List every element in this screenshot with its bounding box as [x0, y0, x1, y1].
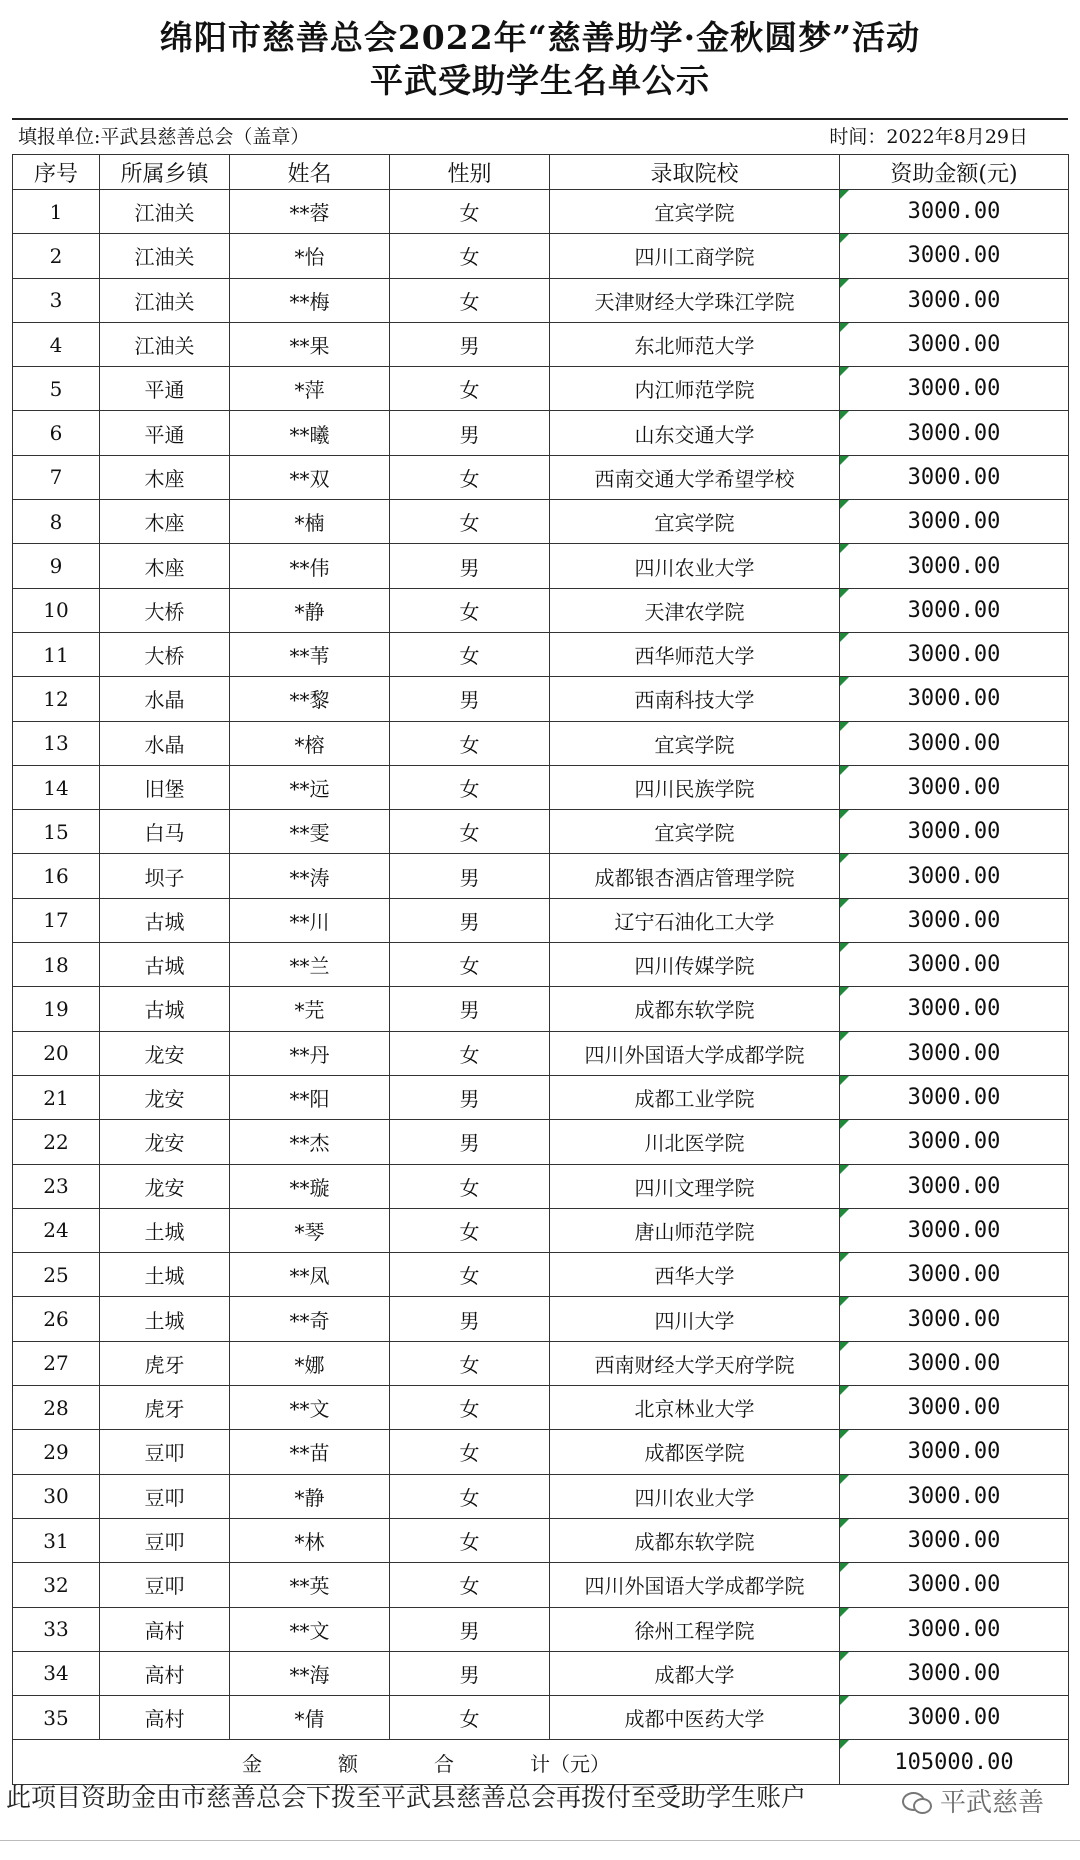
cell-town: 大桥	[100, 632, 230, 676]
cell-name: **文	[230, 1386, 390, 1430]
cell-gender: 男	[390, 1075, 550, 1119]
table-row	[13, 677, 1069, 721]
cell-index: 15	[13, 810, 100, 854]
wechat-icon	[902, 1790, 932, 1812]
cell-town: 虎牙	[100, 1386, 230, 1430]
header-town: 所属乡镇	[100, 155, 230, 190]
cell-amount: 3000.00	[840, 1474, 1069, 1518]
cell-amount: 3000.00	[840, 322, 1069, 366]
cell-gender: 男	[390, 987, 550, 1031]
cell-gender: 女	[390, 1386, 550, 1430]
table-row	[13, 1075, 1069, 1119]
cell-town: 古城	[100, 943, 230, 987]
total-label-part: 计（元）	[530, 1751, 610, 1776]
cell-town: 木座	[100, 455, 230, 499]
cell-gender: 女	[390, 500, 550, 544]
cell-town: 豆叩	[100, 1430, 230, 1474]
cell-amount: 3000.00	[840, 1120, 1069, 1164]
cell-index: 31	[13, 1518, 100, 1562]
cell-school: 内江师范学院	[550, 367, 840, 411]
cell-index: 24	[13, 1208, 100, 1252]
cell-index: 10	[13, 588, 100, 632]
table-row	[13, 898, 1069, 942]
cell-town: 江油关	[100, 322, 230, 366]
header-school: 录取院校	[550, 155, 840, 190]
meta-row	[12, 118, 1068, 156]
cell-town: 土城	[100, 1208, 230, 1252]
cell-gender: 女	[390, 1430, 550, 1474]
cell-index: 26	[13, 1297, 100, 1341]
cell-amount: 3000.00	[840, 1607, 1069, 1651]
cell-town: 豆叩	[100, 1474, 230, 1518]
footer-note: 此项目资助金由市慈善总会下拨至平武县慈善总会再拨付至受助学生账户	[6, 1783, 807, 1812]
cell-town: 古城	[100, 898, 230, 942]
cell-school: 天津农学院	[550, 588, 840, 632]
cell-town: 土城	[100, 1297, 230, 1341]
cell-school: 四川外国语大学成都学院	[550, 1031, 840, 1075]
total-amount: 105000.00	[840, 1740, 1069, 1784]
cell-gender: 女	[390, 1518, 550, 1562]
cell-index: 7	[13, 455, 100, 499]
cell-name: **丹	[230, 1031, 390, 1075]
table-row	[13, 1253, 1069, 1297]
total-label-part: 额	[338, 1751, 358, 1776]
cell-index: 29	[13, 1430, 100, 1474]
watermark-text: 平武慈善	[939, 1788, 1044, 1818]
cell-town: 龙安	[100, 1164, 230, 1208]
cell-amount: 3000.00	[840, 411, 1069, 455]
cell-gender: 女	[390, 1474, 550, 1518]
cell-town: 木座	[100, 500, 230, 544]
cell-school: 四川文理学院	[550, 1164, 840, 1208]
cell-name: **阳	[230, 1075, 390, 1119]
table-body	[13, 190, 1069, 1740]
total-label-part: 金	[242, 1751, 262, 1776]
cell-school: 四川农业大学	[550, 544, 840, 588]
cell-school: 成都中医药大学	[550, 1696, 840, 1740]
table-row	[13, 1386, 1069, 1430]
cell-name: **双	[230, 455, 390, 499]
cell-gender: 女	[390, 943, 550, 987]
cell-gender: 女	[390, 588, 550, 632]
cell-name: *榕	[230, 721, 390, 765]
cell-school: 徐州工程学院	[550, 1607, 840, 1651]
cell-index: 27	[13, 1341, 100, 1385]
cell-school: 西南交通大学希望学校	[550, 455, 840, 499]
table-row	[13, 1696, 1069, 1740]
student-table	[12, 154, 1069, 1785]
cell-name: **曦	[230, 411, 390, 455]
cell-name: **蓉	[230, 190, 390, 234]
cell-school: 四川工商学院	[550, 234, 840, 278]
cell-school: 西南财经大学天府学院	[550, 1341, 840, 1385]
cell-name: **涛	[230, 854, 390, 898]
cell-gender: 女	[390, 765, 550, 809]
cell-gender: 女	[390, 1341, 550, 1385]
cell-name: **奇	[230, 1297, 390, 1341]
cell-school: 四川农业大学	[550, 1474, 840, 1518]
cell-name: **苗	[230, 1430, 390, 1474]
cell-name: *娜	[230, 1341, 390, 1385]
cell-amount: 3000.00	[840, 1253, 1069, 1297]
cell-amount: 3000.00	[840, 898, 1069, 942]
table-row	[13, 987, 1069, 1031]
cell-index: 28	[13, 1386, 100, 1430]
cell-gender: 男	[390, 322, 550, 366]
cell-town: 大桥	[100, 588, 230, 632]
cell-school: 东北师范大学	[550, 322, 840, 366]
cell-school: 四川民族学院	[550, 765, 840, 809]
cell-town: 虎牙	[100, 1341, 230, 1385]
cell-school: 北京林业大学	[550, 1386, 840, 1430]
table-row	[13, 1474, 1069, 1518]
table-row	[13, 234, 1069, 278]
watermark	[902, 1782, 1044, 1819]
table-row	[13, 544, 1069, 588]
title-line-1: 绵阳市慈善总会2022年“慈善助学·金秋圆梦”活动	[159, 18, 921, 57]
cell-school: 成都医学院	[550, 1430, 840, 1474]
cell-name: *静	[230, 588, 390, 632]
cell-town: 龙安	[100, 1120, 230, 1164]
cell-index: 23	[13, 1164, 100, 1208]
cell-name: **璇	[230, 1164, 390, 1208]
table-row	[13, 1607, 1069, 1651]
table-row	[13, 1518, 1069, 1562]
cell-town: 高村	[100, 1651, 230, 1695]
cell-name: *楠	[230, 500, 390, 544]
cell-index: 11	[13, 632, 100, 676]
table-row	[13, 1297, 1069, 1341]
cell-amount: 3000.00	[840, 1164, 1069, 1208]
table-row	[13, 1208, 1069, 1252]
cell-name: **黎	[230, 677, 390, 721]
cell-amount: 3000.00	[840, 455, 1069, 499]
cell-school: 宜宾学院	[550, 721, 840, 765]
cell-gender: 女	[390, 810, 550, 854]
table-row	[13, 500, 1069, 544]
cell-school: 成都东软学院	[550, 987, 840, 1031]
cell-school: 辽宁石油化工大学	[550, 898, 840, 942]
cell-name: *林	[230, 1518, 390, 1562]
cell-amount: 3000.00	[840, 765, 1069, 809]
cell-index: 22	[13, 1120, 100, 1164]
cell-town: 龙安	[100, 1031, 230, 1075]
bottom-divider	[0, 1840, 1080, 1841]
table-row	[13, 810, 1069, 854]
cell-town: 平通	[100, 411, 230, 455]
cell-index: 30	[13, 1474, 100, 1518]
cell-index: 34	[13, 1651, 100, 1695]
cell-gender: 男	[390, 854, 550, 898]
table-row	[13, 943, 1069, 987]
cell-school: 四川传媒学院	[550, 943, 840, 987]
time-label: 时间：2022年8月29日	[829, 126, 1028, 148]
cell-gender: 女	[390, 190, 550, 234]
table-header-row	[13, 155, 1069, 190]
cell-town: 江油关	[100, 190, 230, 234]
table-row	[13, 367, 1069, 411]
cell-gender: 女	[390, 1253, 550, 1297]
cell-name: *琴	[230, 1208, 390, 1252]
cell-school: 川北医学院	[550, 1120, 840, 1164]
cell-index: 32	[13, 1563, 100, 1607]
cell-amount: 3000.00	[840, 677, 1069, 721]
cell-town: 土城	[100, 1253, 230, 1297]
header-gender: 性别	[390, 155, 550, 190]
cell-index: 3	[13, 278, 100, 322]
cell-town: 木座	[100, 544, 230, 588]
cell-name: **海	[230, 1651, 390, 1695]
total-label-part: 合	[434, 1751, 454, 1776]
cell-index: 35	[13, 1696, 100, 1740]
cell-amount: 3000.00	[840, 190, 1069, 234]
table-row	[13, 1120, 1069, 1164]
cell-town: 水晶	[100, 721, 230, 765]
cell-index: 1	[13, 190, 100, 234]
cell-gender: 男	[390, 1120, 550, 1164]
cell-amount: 3000.00	[840, 1075, 1069, 1119]
table-row	[13, 190, 1069, 234]
cell-name: *静	[230, 1474, 390, 1518]
cell-amount: 3000.00	[840, 1341, 1069, 1385]
cell-index: 12	[13, 677, 100, 721]
cell-gender: 女	[390, 1208, 550, 1252]
cell-amount: 3000.00	[840, 278, 1069, 322]
cell-name: **川	[230, 898, 390, 942]
cell-index: 6	[13, 411, 100, 455]
cell-amount: 3000.00	[840, 1651, 1069, 1695]
cell-amount: 3000.00	[840, 721, 1069, 765]
cell-town: 旧堡	[100, 765, 230, 809]
cell-school: 宜宾学院	[550, 190, 840, 234]
cell-amount: 3000.00	[840, 1563, 1069, 1607]
cell-index: 19	[13, 987, 100, 1031]
cell-name: *芫	[230, 987, 390, 1031]
cell-gender: 女	[390, 278, 550, 322]
table-row	[13, 455, 1069, 499]
cell-name: **果	[230, 322, 390, 366]
header-name: 姓名	[230, 155, 390, 190]
cell-town: 江油关	[100, 234, 230, 278]
cell-name: **兰	[230, 943, 390, 987]
cell-name: **远	[230, 765, 390, 809]
cell-gender: 女	[390, 1563, 550, 1607]
cell-name: **文	[230, 1607, 390, 1651]
cell-school: 四川大学	[550, 1297, 840, 1341]
header-amount: 资助金额(元)	[840, 155, 1069, 190]
cell-name: *倩	[230, 1696, 390, 1740]
cell-amount: 3000.00	[840, 544, 1069, 588]
cell-amount: 3000.00	[840, 1208, 1069, 1252]
cell-index: 9	[13, 544, 100, 588]
cell-amount: 3000.00	[840, 1386, 1069, 1430]
cell-town: 水晶	[100, 677, 230, 721]
unit-label: 填报单位:平武县慈善总会（盖章）	[18, 126, 310, 148]
cell-school: 西华师范大学	[550, 632, 840, 676]
cell-school: 成都东软学院	[550, 1518, 840, 1562]
cell-town: 江油关	[100, 278, 230, 322]
cell-town: 古城	[100, 987, 230, 1031]
table-row	[13, 588, 1069, 632]
cell-index: 8	[13, 500, 100, 544]
cell-gender: 男	[390, 411, 550, 455]
cell-school: 唐山师范学院	[550, 1208, 840, 1252]
cell-town: 豆叩	[100, 1518, 230, 1562]
cell-name: **雯	[230, 810, 390, 854]
cell-school: 西南科技大学	[550, 677, 840, 721]
cell-school: 成都大学	[550, 1651, 840, 1695]
cell-amount: 3000.00	[840, 1031, 1069, 1075]
cell-index: 25	[13, 1253, 100, 1297]
cell-school: 宜宾学院	[550, 810, 840, 854]
cell-town: 高村	[100, 1696, 230, 1740]
cell-gender: 男	[390, 544, 550, 588]
cell-index: 13	[13, 721, 100, 765]
cell-name: *萍	[230, 367, 390, 411]
cell-index: 2	[13, 234, 100, 278]
cell-school: 山东交通大学	[550, 411, 840, 455]
cell-school: 成都银杏酒店管理学院	[550, 854, 840, 898]
cell-town: 白马	[100, 810, 230, 854]
cell-school: 宜宾学院	[550, 500, 840, 544]
cell-amount: 3000.00	[840, 1297, 1069, 1341]
cell-school: 天津财经大学珠江学院	[550, 278, 840, 322]
cell-gender: 女	[390, 632, 550, 676]
cell-amount: 3000.00	[840, 234, 1069, 278]
cell-index: 33	[13, 1607, 100, 1651]
cell-gender: 女	[390, 367, 550, 411]
table-row	[13, 854, 1069, 898]
cell-amount: 3000.00	[840, 854, 1069, 898]
cell-town: 豆叩	[100, 1563, 230, 1607]
table-row	[13, 765, 1069, 809]
document-sheet	[12, 6, 1068, 1776]
cell-amount: 3000.00	[840, 632, 1069, 676]
cell-gender: 女	[390, 721, 550, 765]
cell-amount: 3000.00	[840, 987, 1069, 1031]
cell-town: 平通	[100, 367, 230, 411]
cell-gender: 男	[390, 898, 550, 942]
cell-amount: 3000.00	[840, 810, 1069, 854]
cell-school: 成都工业学院	[550, 1075, 840, 1119]
cell-index: 4	[13, 322, 100, 366]
cell-school: 四川外国语大学成都学院	[550, 1563, 840, 1607]
cell-name: **英	[230, 1563, 390, 1607]
cell-index: 14	[13, 765, 100, 809]
table-row	[13, 322, 1069, 366]
table-row	[13, 1430, 1069, 1474]
cell-name: **梅	[230, 278, 390, 322]
cell-gender: 女	[390, 234, 550, 278]
cell-town: 龙安	[100, 1075, 230, 1119]
cell-name: **杰	[230, 1120, 390, 1164]
header-index: 序号	[13, 155, 100, 190]
cell-school: 西华大学	[550, 1253, 840, 1297]
table-row	[13, 1563, 1069, 1607]
cell-index: 16	[13, 854, 100, 898]
cell-gender: 男	[390, 1607, 550, 1651]
cell-index: 18	[13, 943, 100, 987]
cell-amount: 3000.00	[840, 1518, 1069, 1562]
cell-gender: 男	[390, 1297, 550, 1341]
cell-gender: 女	[390, 1164, 550, 1208]
table-row	[13, 1164, 1069, 1208]
cell-amount: 3000.00	[840, 943, 1069, 987]
cell-amount: 3000.00	[840, 1696, 1069, 1740]
cell-amount: 3000.00	[840, 588, 1069, 632]
cell-index: 17	[13, 898, 100, 942]
table-row	[13, 278, 1069, 322]
cell-amount: 3000.00	[840, 500, 1069, 544]
cell-gender: 女	[390, 455, 550, 499]
cell-town: 坝子	[100, 854, 230, 898]
table-row	[13, 411, 1069, 455]
table-row	[13, 632, 1069, 676]
cell-name: **伟	[230, 544, 390, 588]
cell-gender: 女	[390, 1696, 550, 1740]
cell-amount: 3000.00	[840, 1430, 1069, 1474]
table-row	[13, 1651, 1069, 1695]
cell-gender: 男	[390, 677, 550, 721]
title-line-2: 平武受助学生名单公示	[370, 61, 710, 100]
cell-amount: 3000.00	[840, 367, 1069, 411]
cell-name: *怡	[230, 234, 390, 278]
cell-index: 5	[13, 367, 100, 411]
cell-index: 21	[13, 1075, 100, 1119]
cell-name: **苇	[230, 632, 390, 676]
cell-gender: 女	[390, 1031, 550, 1075]
cell-index: 20	[13, 1031, 100, 1075]
table-row	[13, 721, 1069, 765]
cell-gender: 男	[390, 1651, 550, 1695]
cell-town: 高村	[100, 1607, 230, 1651]
table-row	[13, 1031, 1069, 1075]
cell-name: **凤	[230, 1253, 390, 1297]
table-row	[13, 1341, 1069, 1385]
